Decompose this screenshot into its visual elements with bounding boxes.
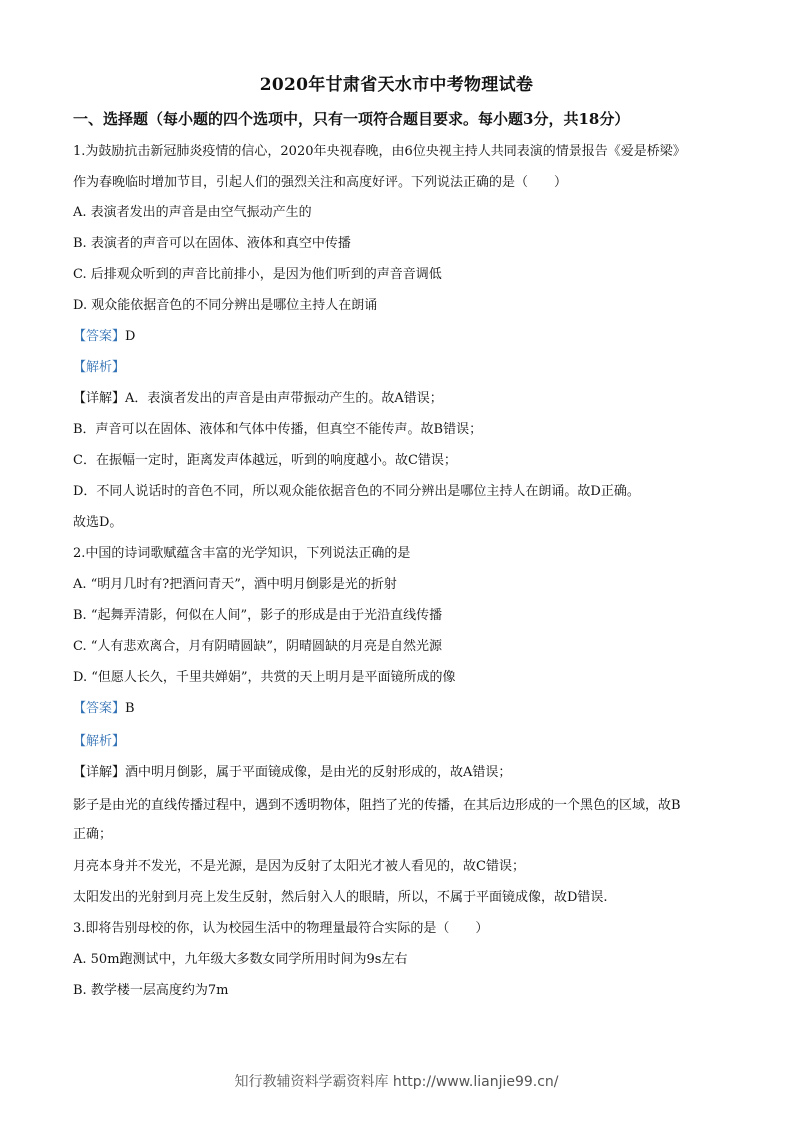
q2-detail-line-4: 月亮本身并不发光，不是光源，是因为反射了太阳光才被人看见的，故C错误；	[73, 859, 525, 874]
q2-answer: B	[125, 701, 135, 716]
q2-detail-line-2: 影子是由光的直线传播过程中，遇到不透明物体，阻挡了光的传播，在其后边形成的一个黑色的区域，故B	[73, 798, 681, 813]
q1-detail-1: A．表演者发出的声音是由声带振动产生的。故A错误；	[125, 391, 443, 406]
q2-option-b: B. “起舞弄清影，何似在人间”，影子的形成是由于光沿直线传播	[73, 608, 443, 623]
q2-analysis-tag: 【解析】	[73, 734, 126, 749]
q1-answer-line	[73, 328, 723, 346]
q1-detail-line-1	[73, 390, 723, 408]
q1-answer-tag: 【答案】	[73, 329, 126, 344]
q2-answer-tag: 【答案】	[73, 701, 126, 716]
footer-source-link: 知行教辅资料学霸资料库 http://www.lianjie99.cn/	[234, 1074, 559, 1090]
q1-detail-line-4: D．不同人说话时的音色不同，所以观众能依据音色的不同分辨出是哪位主持人在朗诵。故D正确。	[73, 484, 640, 499]
q3-option-b: B. 教学楼一层高度约为7m	[73, 983, 229, 998]
q1-analysis-tag: 【解析】	[73, 360, 126, 375]
q1-analysis-line	[73, 359, 723, 377]
q1-detail-tag: 【详解】	[73, 391, 126, 406]
q1-detail-line-5: 故选D。	[73, 515, 123, 530]
q2-answer-line	[73, 700, 723, 718]
q1-option-c: C. 后排观众听到的声音比前排小，是因为他们听到的声音音调低	[73, 267, 442, 282]
q1-detail-line-2: B．声音可以在固体、液体和气体中传播，但真空不能传声。故B错误；	[73, 422, 483, 437]
q1-option-b: B. 表演者的声音可以在固体、液体和真空中传播	[73, 236, 351, 251]
q2-option-a: A. “明月几时有?把酒问青天”，酒中明月倒影是光的折射	[73, 577, 397, 592]
q2-analysis-line	[73, 733, 723, 751]
q2-detail-tag: 【详解】	[73, 765, 126, 780]
q2-detail-line-1	[73, 764, 723, 782]
q1-stem-line-2: 作为春晚临时增加节目，引起人们的强烈关注和高度好评。下列说法正确的是（ ）	[73, 175, 568, 190]
q1-detail-line-3: C．在振幅一定时，距离发声体越远，听到的响度越小。故C错误；	[73, 453, 457, 468]
page-title: 2020年甘肃省天水市中考物理试卷	[259, 75, 534, 95]
q2-detail-line-3: 正确；	[73, 827, 113, 842]
q2-detail-line-5: 太阳发出的光射到月亮上发生反射，然后射入人的眼睛，所以，不属于平面镜成像，故D错误.	[73, 890, 608, 905]
q1-stem-line-1: 1.为鼓励抗击新冠肺炎疫情的信心，2020年央视春晚，由6位央视主持人共同表演的情景报告《爱是桥梁》	[73, 144, 686, 159]
q3-option-a: A. 50m跑测试中，九年级大多数女同学所用时间为9s左右	[73, 952, 408, 967]
q3-stem: 3.即将告别母校的你，认为校园生活中的物理量最符合实际的是（ ）	[73, 921, 489, 936]
q2-detail-1: 酒中明月倒影，属于平面镜成像，是由光的反射形成的，故A错误；	[125, 765, 512, 780]
q1-answer: D	[125, 329, 136, 344]
section-heading: 一、选择题（每小题的四个选项中，只有一项符合题目要求。每小题3分，共18分）	[73, 110, 630, 128]
q2-option-d: D. “但愿人长久，千里共婵娟”，共赏的天上明月是平面镜所成的像	[73, 670, 456, 685]
q2-stem: 2.中国的诗词歌赋蕴含丰富的光学知识，下列说法正确的是	[73, 546, 411, 561]
q2-option-c: C. “人有悲欢离合，月有阴晴圆缺”，阴晴圆缺的月亮是自然光源	[73, 639, 443, 654]
q1-option-a: A. 表演者发出的声音是由空气振动产生的	[73, 205, 312, 220]
q1-option-d: D. 观众能依据音色的不同分辨出是哪位主持人在朗诵	[73, 298, 378, 313]
